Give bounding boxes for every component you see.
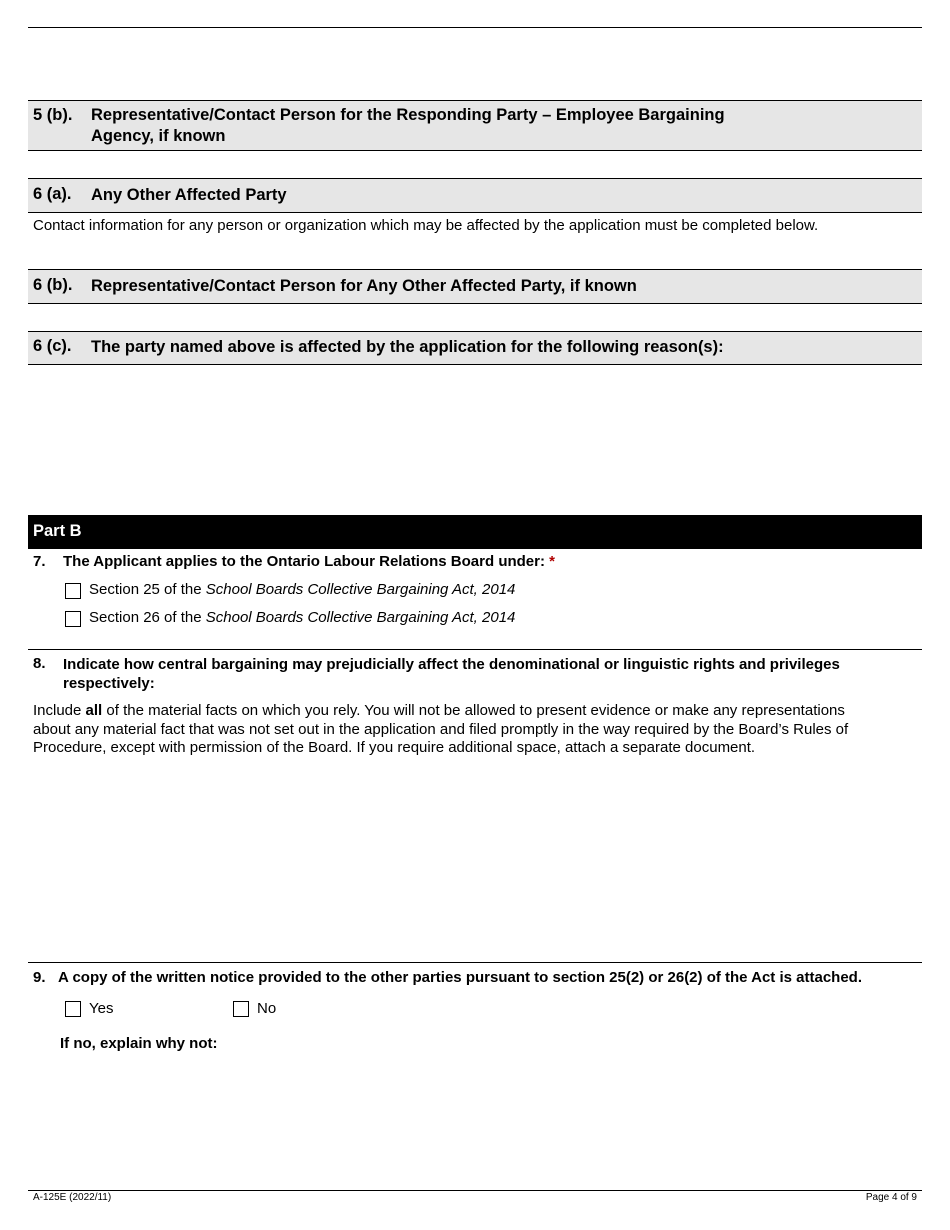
q8-instructions [33, 702, 903, 758]
page-number: Page 4 of 9 [865, 1192, 917, 1203]
section-26-act: School Boards Collective Bargaining Act, 2014 [205, 609, 516, 626]
section-6b-title: Representative/Contact Person for Any Other Affected Party, if known [91, 277, 637, 295]
q8-instructions-line1 [33, 702, 903, 721]
form-id: A-125E (2022/11) [33, 1192, 112, 1203]
section-5b-number: 5 (b). [33, 106, 73, 124]
section-5b-header [28, 100, 922, 151]
q8-number: 8. [33, 655, 46, 672]
section-6b-number: 6 (b). [33, 276, 73, 294]
top-rule [28, 27, 922, 28]
required-asterisk: * [549, 553, 555, 570]
section-25-prefix: Section 25 of the [89, 581, 206, 598]
section-6c-number: 6 (c). [33, 337, 72, 355]
q8-text [63, 655, 840, 693]
q9-text: A copy of the written notice provided to the other parties pursuant to section 25(2) or 26(2) of the Act is attached. [58, 969, 862, 986]
no-checkbox[interactable] [233, 1001, 249, 1017]
q7-number: 7. [33, 553, 46, 570]
section-6b-header [28, 269, 922, 304]
yes-checkbox[interactable] [65, 1001, 81, 1017]
explain-label: If no, explain why not: [60, 1035, 218, 1052]
section-5b-title-line1: Representative/Contact Person for the Responding Party – Employee Bargaining [91, 106, 725, 124]
q8-para-line1-rest: of the material facts on which you rely. You will not be allowed to present evidence or make any representations [102, 702, 845, 719]
q8-instructions-line2: about any material fact that was not set out in the application and filed promptly in the way required by the Board’s Rules of [33, 720, 849, 738]
q9-divider [28, 962, 922, 963]
section-6c-header [28, 331, 922, 365]
section-6c-title: The party named above is affected by the application for the following reason(s): [91, 338, 724, 356]
section-5b-title [91, 105, 725, 147]
no-label: No [257, 1000, 277, 1017]
q8-divider [28, 649, 922, 650]
section-25-act: School Boards Collective Bargaining Act, 2014 [205, 581, 516, 598]
section-26-checkbox[interactable] [65, 611, 81, 627]
part-b-title: Part B [33, 522, 82, 540]
q8-para-start: Include [33, 702, 86, 719]
q9-number: 9. [33, 969, 46, 986]
section-26-label [89, 609, 515, 626]
section-6a-title: Any Other Affected Party [91, 186, 287, 204]
part-b-header [28, 515, 922, 549]
q8-para-bold: all [85, 702, 103, 719]
section-5b-title-line2: Agency, if known [91, 127, 226, 145]
section-26-prefix: Section 26 of the [89, 609, 206, 626]
q8-instructions-line3: Procedure, except with permission of the Board. If you require additional space, attach a separate document. [33, 739, 756, 756]
footer-rule [28, 1190, 922, 1191]
q7-text-content: The Applicant applies to the Ontario Labour Relations Board under: [63, 553, 545, 570]
q7-text [63, 553, 555, 570]
section-6a-header [28, 178, 922, 213]
q8-text-line2: respectively: [63, 675, 155, 692]
section-25-label [89, 581, 515, 598]
section-6a-note: Contact information for any person or organization which may be affected by the application must be completed below. [33, 217, 819, 234]
section-25-checkbox[interactable] [65, 583, 81, 599]
section-6a-number: 6 (a). [33, 185, 72, 203]
yes-label: Yes [89, 1000, 114, 1017]
q8-text-line1: Indicate how central bargaining may prejudicially affect the denominational or linguistic rights and privileges [63, 656, 840, 673]
